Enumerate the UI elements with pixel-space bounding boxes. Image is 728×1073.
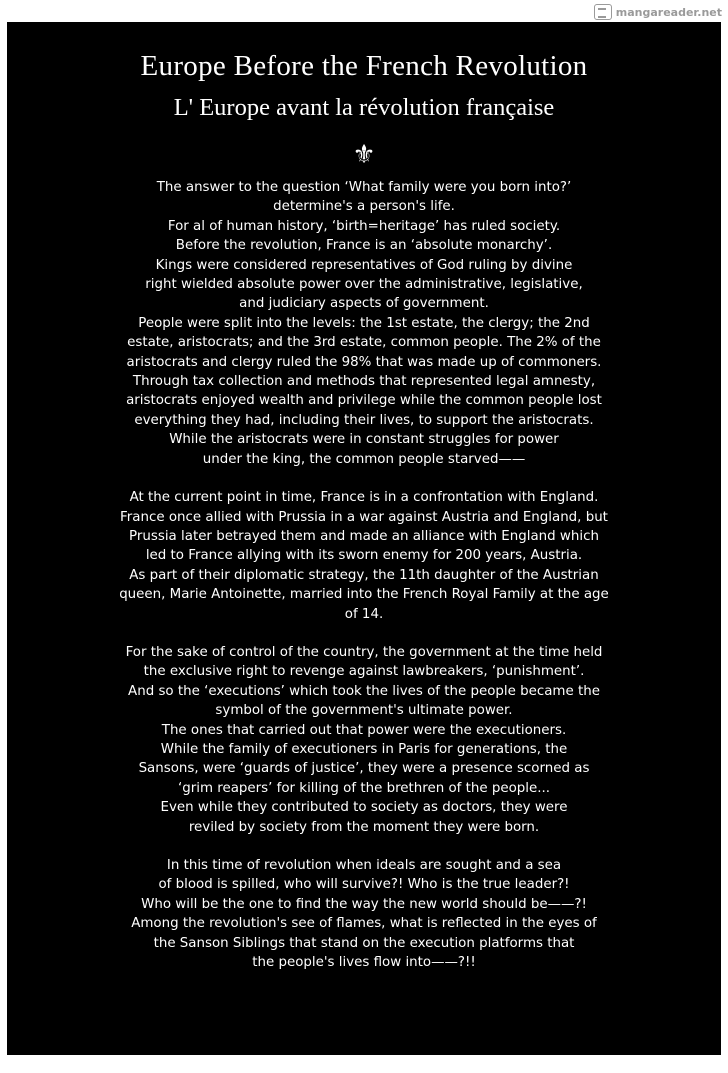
text-line: everything they had, including their lives, to support the aristocrats.: [134, 412, 594, 428]
body-text: [7, 178, 721, 991]
text-line: Prussia later betrayed them and made an alliance with England which: [129, 528, 599, 544]
text-line: of 14.: [344, 606, 384, 622]
text-line: As part of their diplomatic strategy, the 11th daughter of the Austrian: [129, 567, 599, 583]
text-line: Through tax collection and methods that represented legal amnesty,: [132, 374, 596, 390]
text-line: reviled by society from the moment they were born.: [188, 819, 540, 835]
text-line: under the king, the common people starved——: [202, 451, 526, 467]
fleur-de-lis-icon: ⚜: [352, 140, 376, 170]
text-line: While the aristocrats were in constant struggles for power: [169, 432, 559, 448]
text-line: The answer to the question ‘What family were you born into?’: [156, 180, 572, 195]
page-title: Europe Before the French Revolution: [140, 50, 588, 82]
paragraph: [7, 178, 721, 469]
text-line: France once allied with Prussia in a war against Austria and England, but: [120, 509, 608, 525]
watermark-text: mangareader.net: [615, 5, 722, 19]
text-line: People were split into the levels: the 1st estate, the clergy; the 2nd: [138, 315, 590, 331]
text-line: ‘grim reapers’ for killing of the brethren of the people...: [177, 780, 551, 796]
text-line: and judiciary aspects of government.: [239, 296, 489, 312]
watermark: [594, 4, 722, 20]
text-line: the people's lives flow into——?!!: [252, 955, 476, 971]
text-line: For the sake of control of the country, the government at the time held: [125, 644, 603, 660]
text-line: determine's a person's life.: [273, 199, 455, 215]
text-line: estate, aristocrats; and the 3rd estate, common people. The 2% of the: [127, 335, 601, 351]
paragraph: [7, 643, 721, 837]
text-line: right wielded absolute power over the administrative, legislative,: [145, 277, 583, 293]
paragraph: [7, 856, 721, 972]
text-line: aristocrats enjoyed wealth and privilege while the common people lost: [126, 393, 602, 409]
text-line: aristocrats and clergy ruled the 98% that was made up of commoners.: [126, 354, 602, 370]
text-line: For al of human history, ‘birth=heritage’ has ruled society.: [167, 218, 561, 234]
text-line: the exclusive right to revenge against lawbreakers, ‘punishment’.: [143, 664, 585, 680]
text-line: Who will be the one to find the way the new world should be——?!: [141, 896, 587, 912]
text-line: At the current point in time, France is in a confrontation with England.: [129, 490, 599, 506]
mangareader-logo-icon: [594, 4, 612, 20]
text-line: the Sanson Siblings that stand on the execution platforms that: [153, 935, 575, 951]
paragraph: [7, 488, 721, 624]
text-line: queen, Marie Antoinette, married into the French Royal Family at the age: [119, 587, 609, 603]
text-line: Sansons, were ‘guards of justice’, they were a presence scorned as: [138, 761, 590, 777]
text-line: Before the revolution, France is an ‘absolute monarchy’.: [175, 238, 553, 254]
text-line: And so the ‘executions’ which took the lives of the people became the: [128, 683, 600, 699]
text-line: Kings were considered representatives of God ruling by divine: [155, 257, 573, 273]
text-panel: [7, 22, 721, 1055]
text-line: Among the revolution's see of flames, what is reflected in the eyes of: [131, 916, 597, 932]
text-line: led to France allying with its sworn enemy for 200 years, Austria.: [145, 548, 583, 564]
text-line: Even while they contributed to society as doctors, they were: [160, 800, 568, 816]
text-line: of blood is spilled, who will survive?! Who is the true leader?!: [158, 877, 570, 893]
text-line: While the family of executioners in Paris for generations, the: [160, 741, 568, 757]
text-line: In this time of revolution when ideals are sought and a sea: [166, 858, 562, 873]
text-line: symbol of the government's ultimate power.: [215, 703, 513, 719]
page-subtitle: L' Europe avant la révolution française: [173, 94, 555, 121]
text-line: The ones that carried out that power were the executioners.: [161, 722, 567, 738]
